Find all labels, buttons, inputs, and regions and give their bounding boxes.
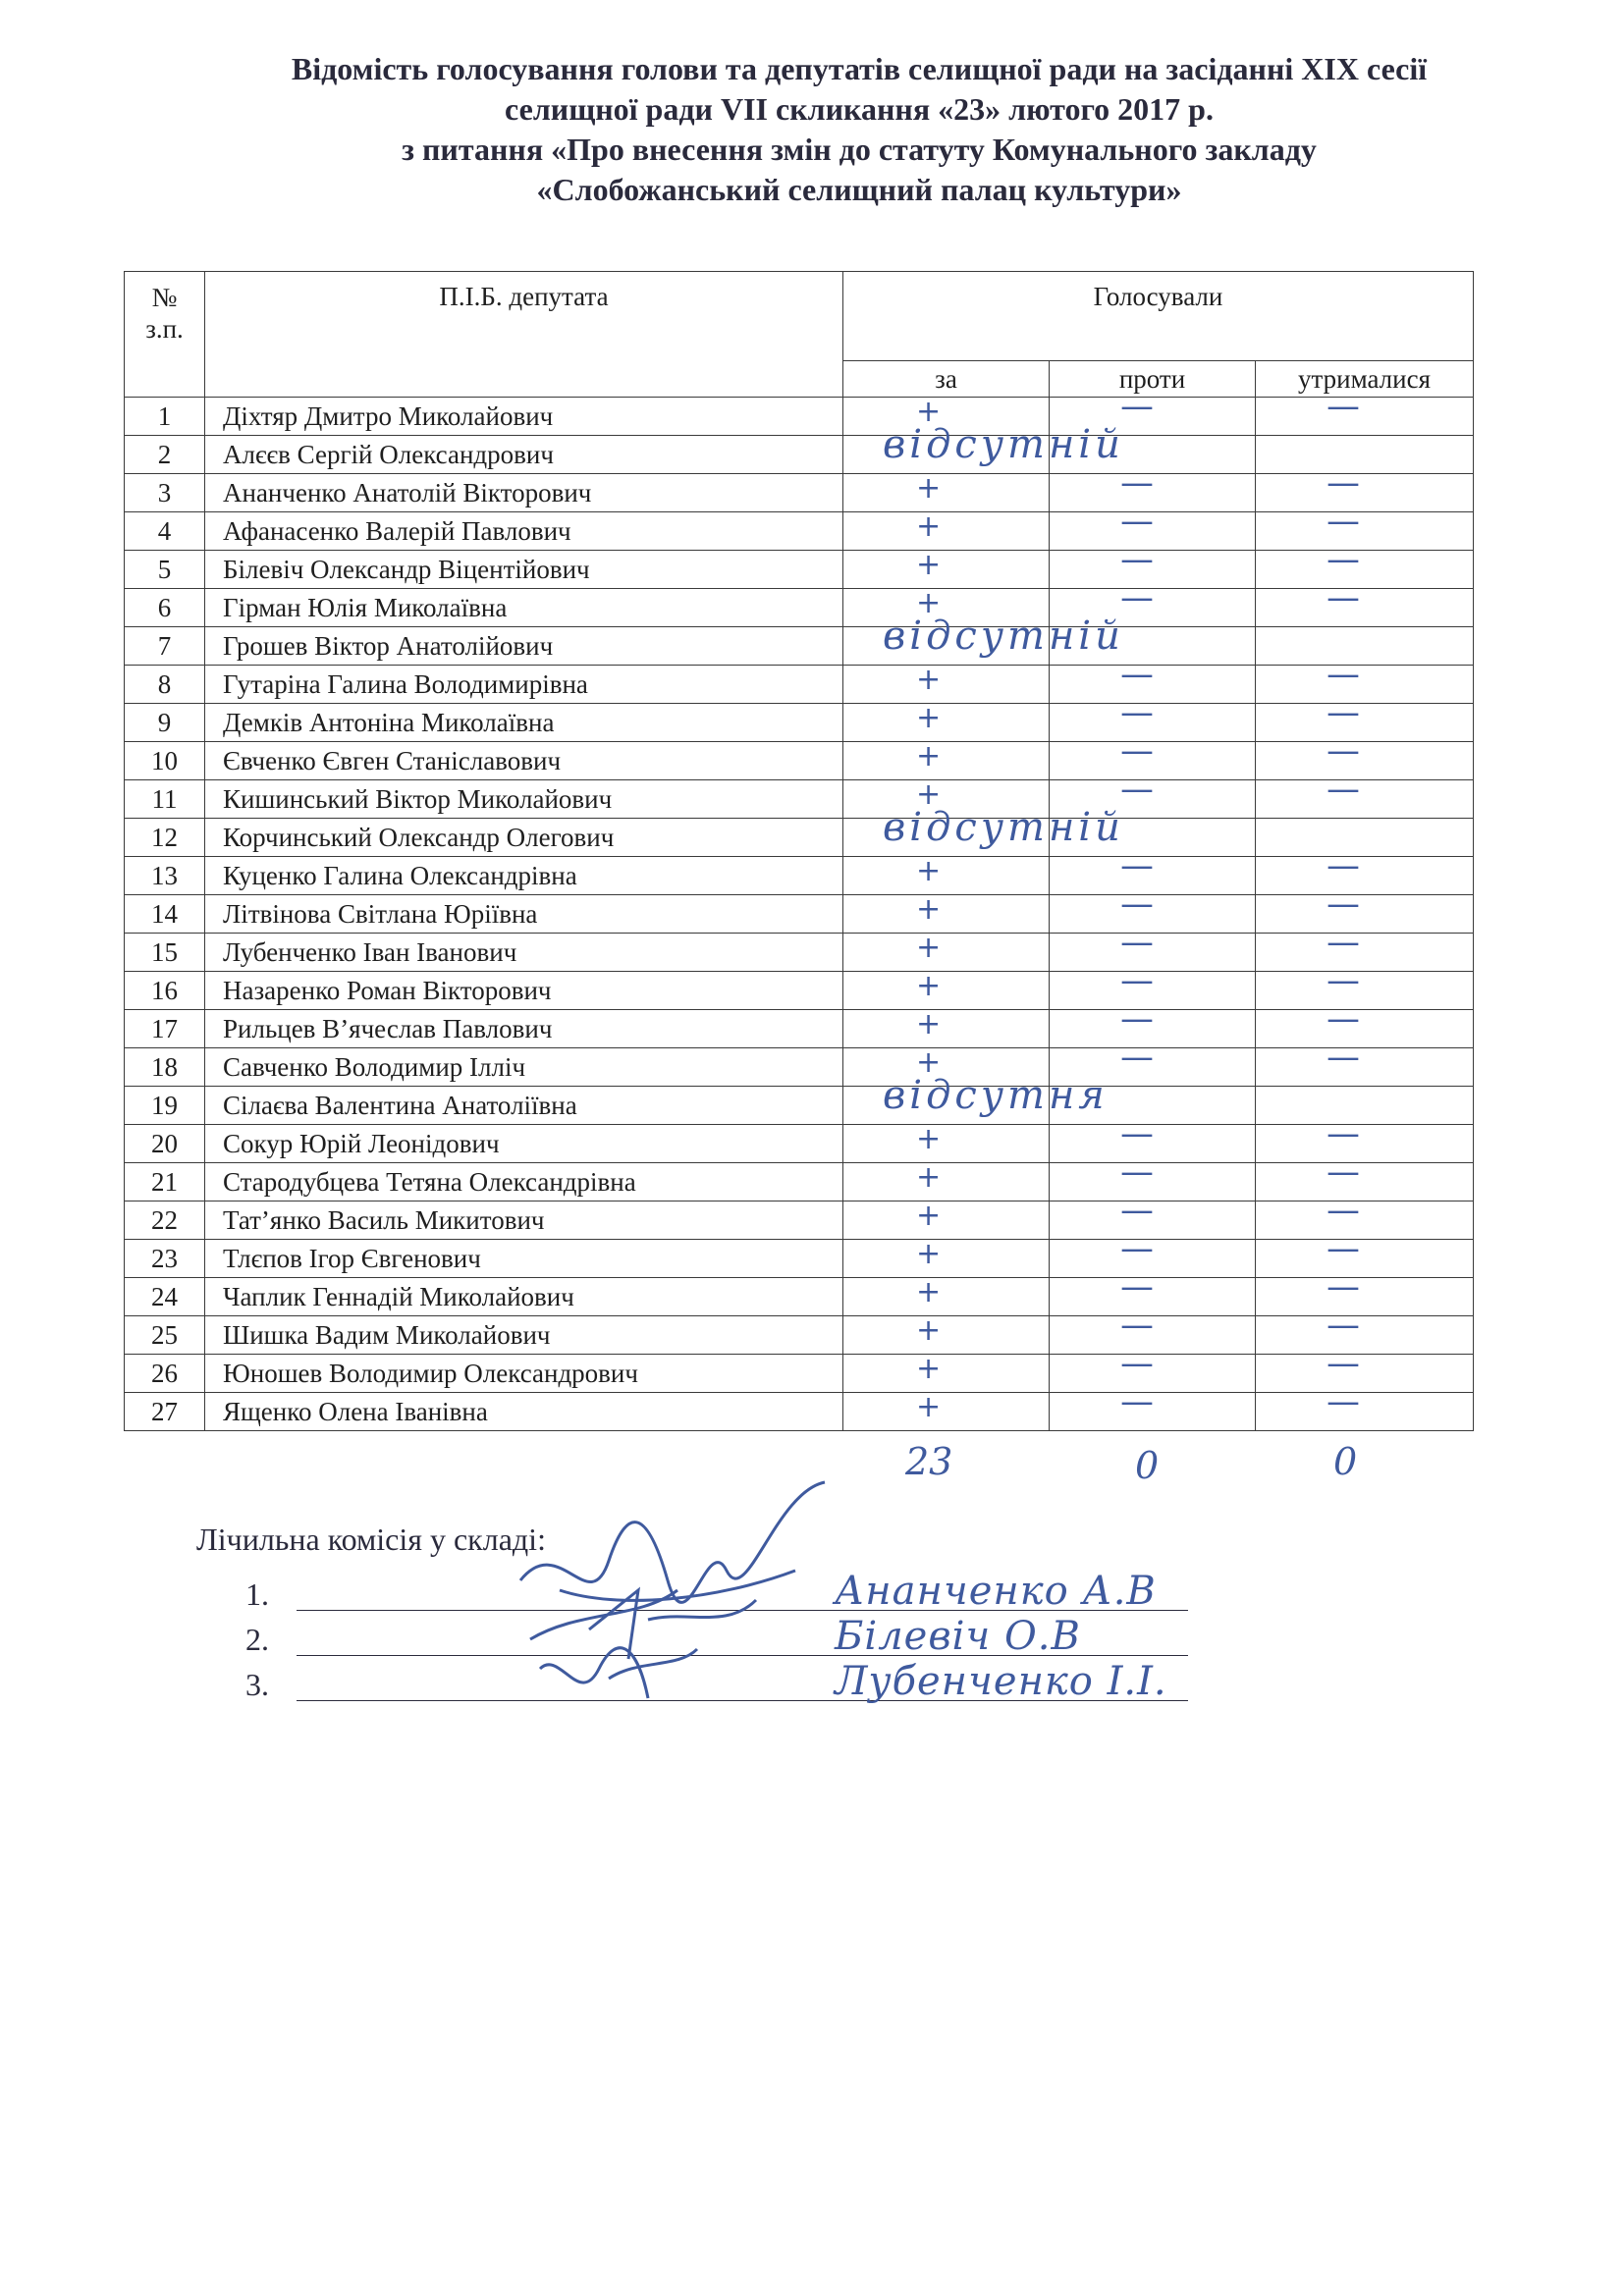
absent-note: відсутній	[883, 422, 1124, 467]
table-row	[125, 742, 1474, 780]
vote-cell-abstain	[1256, 1306, 1474, 1355]
vote-dash-mark: —	[1326, 540, 1360, 579]
table-row	[125, 857, 1474, 895]
row-number: 21	[125, 1163, 205, 1201]
vote-plus-mark: +	[916, 586, 942, 620]
member-index: 3.	[245, 1667, 269, 1702]
deputy-name: Корчинський Олександр Олегович	[205, 819, 843, 857]
table-row	[125, 551, 1474, 589]
table-row	[125, 972, 1474, 1010]
vote-plus-mark: +	[916, 1390, 942, 1424]
vote-cell-abstain	[1256, 436, 1474, 474]
vote-dash-mark: —	[1120, 1229, 1154, 1268]
vote-plus-mark: +	[916, 777, 942, 812]
row-number: 15	[125, 934, 205, 972]
table-row	[125, 704, 1474, 742]
vote-cell-for	[843, 1390, 1050, 1431]
row-number: 5	[125, 551, 205, 589]
row-number: 16	[125, 972, 205, 1010]
vote-cell-for	[843, 969, 1050, 1010]
deputy-name: Куценко Галина Олександрівна	[205, 857, 843, 895]
vote-plus-mark: +	[916, 471, 942, 506]
vote-dash-mark: —	[1120, 578, 1154, 617]
deputy-name: Ященко Олена Іванівна	[205, 1393, 843, 1431]
table-row	[125, 934, 1474, 972]
vote-cell-for	[843, 1313, 1050, 1355]
table-body	[125, 387, 1474, 1431]
vote-dash-mark: —	[1120, 770, 1154, 809]
row-number: 23	[125, 1240, 205, 1278]
vote-cell-for	[843, 805, 1124, 857]
vote-dash-mark: —	[1326, 655, 1360, 694]
row-number: 27	[125, 1393, 205, 1431]
vote-cell-abstain	[1256, 578, 1474, 627]
vote-plus-mark: +	[916, 1160, 942, 1195]
vote-cell-for	[843, 854, 1050, 895]
vote-cell-for	[843, 663, 1050, 704]
vote-dash-mark: —	[1120, 463, 1154, 503]
row-number: 3	[125, 474, 205, 512]
table-row	[125, 1278, 1474, 1316]
row-number: 18	[125, 1048, 205, 1087]
vote-plus-mark: +	[916, 1237, 942, 1271]
vote-plus-mark: +	[916, 395, 942, 429]
row-number: 14	[125, 895, 205, 934]
vote-plus-mark: +	[916, 892, 942, 927]
vote-dash-mark: —	[1326, 884, 1360, 924]
vote-dash-mark: —	[1120, 1191, 1154, 1230]
vote-cell-abstain	[1256, 463, 1474, 512]
vote-cell-abstain	[1256, 1087, 1474, 1125]
row-number: 9	[125, 704, 205, 742]
deputy-name: Сілаєва Валентина Анатоліївна	[205, 1087, 843, 1125]
deputy-name: Назаренко Роман Вікторович	[205, 972, 843, 1010]
commission-title: Лічильна комісія у складі:	[196, 1522, 546, 1557]
table-row	[125, 1010, 1474, 1048]
vote-dash-mark: —	[1120, 1344, 1154, 1383]
vote-cell-abstain	[1256, 923, 1474, 972]
vote-dash-mark: —	[1326, 961, 1360, 1000]
vote-plus-mark: +	[916, 1352, 942, 1386]
vote-dash-mark: —	[1120, 731, 1154, 771]
row-number: 10	[125, 742, 205, 780]
vote-dash-mark: —	[1326, 999, 1360, 1039]
deputy-name: Алєєв Сергій Олександрович	[205, 436, 843, 474]
deputy-name: Стародубцева Тетяна Олександрівна	[205, 1163, 843, 1201]
vote-dash-mark: —	[1120, 999, 1154, 1039]
row-number: 26	[125, 1355, 205, 1393]
vote-plus-mark: +	[916, 1122, 942, 1156]
header-abstain: утрималися	[1256, 361, 1474, 398]
table-row	[125, 780, 1474, 819]
vote-plus-mark: +	[916, 509, 942, 544]
vote-cell-for	[843, 1073, 1109, 1125]
vote-cell-for	[843, 509, 1050, 551]
vote-plus-mark: +	[916, 739, 942, 774]
vote-plus-mark: +	[916, 1275, 942, 1309]
vote-cell-for	[843, 701, 1050, 742]
vote-dash-mark: —	[1326, 1229, 1360, 1268]
vote-dash-mark: —	[1326, 578, 1360, 617]
deputy-name: Чаплик Геннадій Миколайович	[205, 1278, 843, 1316]
vote-dash-mark: —	[1326, 1344, 1360, 1383]
vote-dash-mark: —	[1120, 884, 1154, 924]
vote-dash-mark: —	[1120, 1152, 1154, 1192]
vote-cell-for	[843, 1007, 1050, 1048]
deputy-name: Юношев Володимир Олександрович	[205, 1355, 843, 1393]
vote-dash-mark: —	[1326, 1382, 1360, 1421]
heading-line-3: з питання «Про внесення змін до статуту Комунального закладу	[402, 132, 1317, 167]
vote-dash-mark: —	[1120, 923, 1154, 962]
member-index: 1.	[245, 1576, 269, 1612]
vote-cell-abstain	[1256, 693, 1474, 742]
deputy-name: Євченко Євген Станіславович	[205, 742, 843, 780]
vote-dash-mark: —	[1326, 1306, 1360, 1345]
vote-dash-mark: —	[1326, 770, 1360, 809]
vote-dash-mark: —	[1326, 1191, 1360, 1230]
deputy-name: Сокур Юрій Леонідович	[205, 1125, 843, 1163]
table-row	[125, 1316, 1474, 1355]
vote-plus-mark: +	[916, 969, 942, 1003]
heading-line-2: селищної ради VII скликання «23» лютого 2017 р.	[505, 91, 1214, 127]
row-number: 24	[125, 1278, 205, 1316]
vote-plus-mark: +	[916, 701, 942, 735]
table-row	[125, 398, 1474, 436]
vote-cell-for	[843, 1160, 1050, 1201]
vote-dash-mark: —	[1120, 1114, 1154, 1153]
table-row	[125, 1163, 1474, 1201]
row-number: 8	[125, 666, 205, 704]
vote-cell-abstain	[1256, 731, 1474, 780]
vote-cell-abstain	[1256, 884, 1474, 934]
absent-note: відсутній	[883, 805, 1124, 850]
vote-cell-abstain	[1256, 846, 1474, 895]
vote-cell-against	[1050, 1382, 1256, 1431]
vote-dash-mark: —	[1326, 923, 1360, 962]
header-voted: Голосували	[843, 272, 1474, 361]
row-number: 1	[125, 398, 205, 436]
deputy-name: Лубенченко Іван Іванович	[205, 934, 843, 972]
vote-cell-for	[843, 1122, 1050, 1163]
table-row	[125, 819, 1474, 857]
vote-plus-mark: +	[916, 1045, 942, 1080]
vote-cell-for	[843, 548, 1050, 589]
deputy-name: Діхтяр Дмитро Миколайович	[205, 398, 843, 436]
header-number	[125, 272, 205, 398]
vote-cell-for	[843, 892, 1050, 934]
table-row	[125, 1048, 1474, 1087]
vote-cell-for	[843, 1237, 1050, 1278]
table-row	[125, 589, 1474, 627]
vote-dash-mark: —	[1120, 1382, 1154, 1421]
vote-plus-mark: +	[916, 548, 942, 582]
vote-cell-abstain	[1256, 655, 1474, 704]
member-index: 2.	[245, 1622, 269, 1657]
table-row	[125, 1355, 1474, 1393]
voting-table	[124, 271, 1474, 1431]
total-for: 23	[905, 1440, 953, 1483]
table-row	[125, 895, 1474, 934]
vote-plus-mark: +	[916, 931, 942, 965]
vote-plus-mark: +	[916, 1313, 942, 1348]
vote-dash-mark: —	[1120, 1038, 1154, 1077]
vote-cell-abstain	[1256, 387, 1474, 436]
vote-dash-mark: —	[1326, 731, 1360, 771]
deputy-name: Ананченко Анатолій Вікторович	[205, 474, 843, 512]
deputy-name: Савченко Володимир Ілліч	[205, 1048, 843, 1087]
table-row	[125, 436, 1474, 474]
deputy-name: Демків Антоніна Миколаївна	[205, 704, 843, 742]
row-number: 19	[125, 1087, 205, 1125]
handwritten-signatures	[501, 1472, 874, 1728]
vote-cell-abstain	[1256, 1191, 1474, 1240]
vote-dash-mark: —	[1326, 1152, 1360, 1192]
header-for: за	[843, 361, 1050, 398]
vote-cell-abstain	[1256, 1114, 1474, 1163]
vote-cell-abstain	[1256, 627, 1474, 666]
row-number: 6	[125, 589, 205, 627]
deputy-name: Кишинський Віктор Миколайович	[205, 780, 843, 819]
row-number: 4	[125, 512, 205, 551]
vote-cell-abstain	[1256, 1152, 1474, 1201]
member-handwritten-name: Лубенченко І.І.	[835, 1659, 1167, 1704]
table-row	[125, 1201, 1474, 1240]
vote-cell-abstain	[1256, 819, 1474, 857]
table-row	[125, 1393, 1474, 1431]
vote-dash-mark: —	[1326, 1267, 1360, 1307]
vote-dash-mark: —	[1326, 463, 1360, 503]
deputy-name: Рильцев В’ячеслав Павлович	[205, 1010, 843, 1048]
vote-cell-for	[843, 931, 1050, 972]
vote-cell-abstain	[1256, 502, 1474, 551]
vote-cell-for	[843, 1201, 1050, 1240]
header-number-label: № з.п.	[145, 283, 184, 344]
vote-dash-mark: —	[1326, 502, 1360, 541]
vote-cell-abstain	[1256, 1229, 1474, 1278]
vote-dash-mark: —	[1326, 1114, 1360, 1153]
vote-dash-mark: —	[1326, 1038, 1360, 1077]
vote-cell-for	[843, 614, 1124, 666]
vote-dash-mark: —	[1120, 655, 1154, 694]
vote-cell-abstain	[1256, 1344, 1474, 1393]
vote-cell-abstain	[1256, 961, 1474, 1010]
vote-cell-abstain	[1256, 999, 1474, 1048]
deputy-name: Тат’янко Василь Микитович	[205, 1201, 843, 1240]
total-against: 0	[1135, 1444, 1160, 1487]
vote-cell-abstain	[1256, 1382, 1474, 1431]
vote-plus-mark: +	[916, 663, 942, 697]
vote-cell-for	[843, 739, 1050, 780]
deputy-name: Гутаріна Галина Володимирівна	[205, 666, 843, 704]
row-number: 7	[125, 627, 205, 666]
table-row	[125, 627, 1474, 666]
absent-note: відсутня	[883, 1073, 1109, 1118]
vote-dash-mark: —	[1326, 693, 1360, 732]
deputy-name: Тлєпов Ігор Євгенович	[205, 1240, 843, 1278]
heading-line-4: «Слобожанський селищний палац культури»	[536, 172, 1182, 207]
header-name: П.І.Б. депутата	[205, 272, 843, 398]
vote-dash-mark: —	[1326, 387, 1360, 426]
deputy-name: Афанасенко Валерій Павлович	[205, 512, 843, 551]
row-number: 25	[125, 1316, 205, 1355]
table-row	[125, 1240, 1474, 1278]
row-number: 22	[125, 1201, 205, 1240]
vote-cell-for	[843, 471, 1050, 512]
vote-cell-abstain	[1256, 1267, 1474, 1316]
table-row	[125, 666, 1474, 704]
member-handwritten-name: Білевіч О.В	[835, 1614, 1081, 1659]
vote-dash-mark: —	[1120, 1267, 1154, 1307]
vote-cell-abstain	[1256, 1038, 1474, 1087]
row-number: 13	[125, 857, 205, 895]
row-number: 12	[125, 819, 205, 857]
vote-dash-mark: —	[1120, 540, 1154, 579]
member-handwritten-name: Ананченко А.В	[835, 1569, 1157, 1614]
vote-cell-for	[843, 422, 1124, 474]
total-abstain: 0	[1333, 1440, 1358, 1483]
table-row	[125, 512, 1474, 551]
vote-plus-mark: +	[916, 854, 942, 888]
vote-dash-mark: —	[1120, 693, 1154, 732]
vote-cell-for	[843, 1352, 1050, 1393]
document-heading	[98, 49, 1620, 210]
deputy-name: Шишка Вадим Миколайович	[205, 1316, 843, 1355]
row-number: 17	[125, 1010, 205, 1048]
table-row	[125, 1125, 1474, 1163]
deputy-name: Літвінова Світлана Юріївна	[205, 895, 843, 934]
deputy-name: Грошев Віктор Анатолійович	[205, 627, 843, 666]
vote-dash-mark: —	[1120, 502, 1154, 541]
row-number: 2	[125, 436, 205, 474]
table-row	[125, 474, 1474, 512]
absent-note: відсутній	[883, 614, 1124, 659]
heading-line-1: Відомість голосування голови та депутатів селищної ради на засіданні XIX сесії	[291, 51, 1428, 86]
row-number: 11	[125, 780, 205, 819]
table-row	[125, 1087, 1474, 1125]
vote-dash-mark: —	[1120, 387, 1154, 426]
deputy-name: Білевіч Олександр Віцентійович	[205, 551, 843, 589]
signature-1	[520, 1482, 825, 1602]
signature-3	[540, 1648, 697, 1698]
vote-cell-abstain	[1256, 540, 1474, 589]
deputy-name: Гірман Юлія Миколаївна	[205, 589, 843, 627]
vote-dash-mark: —	[1120, 961, 1154, 1000]
vote-dash-mark: —	[1120, 846, 1154, 885]
vote-cell-for	[843, 1275, 1050, 1316]
vote-dash-mark: —	[1120, 1306, 1154, 1345]
row-number: 20	[125, 1125, 205, 1163]
header-against: проти	[1050, 361, 1256, 398]
vote-plus-mark: +	[916, 1199, 942, 1233]
vote-plus-mark: +	[916, 1007, 942, 1041]
vote-cell-abstain	[1256, 770, 1474, 819]
vote-dash-mark: —	[1326, 846, 1360, 885]
